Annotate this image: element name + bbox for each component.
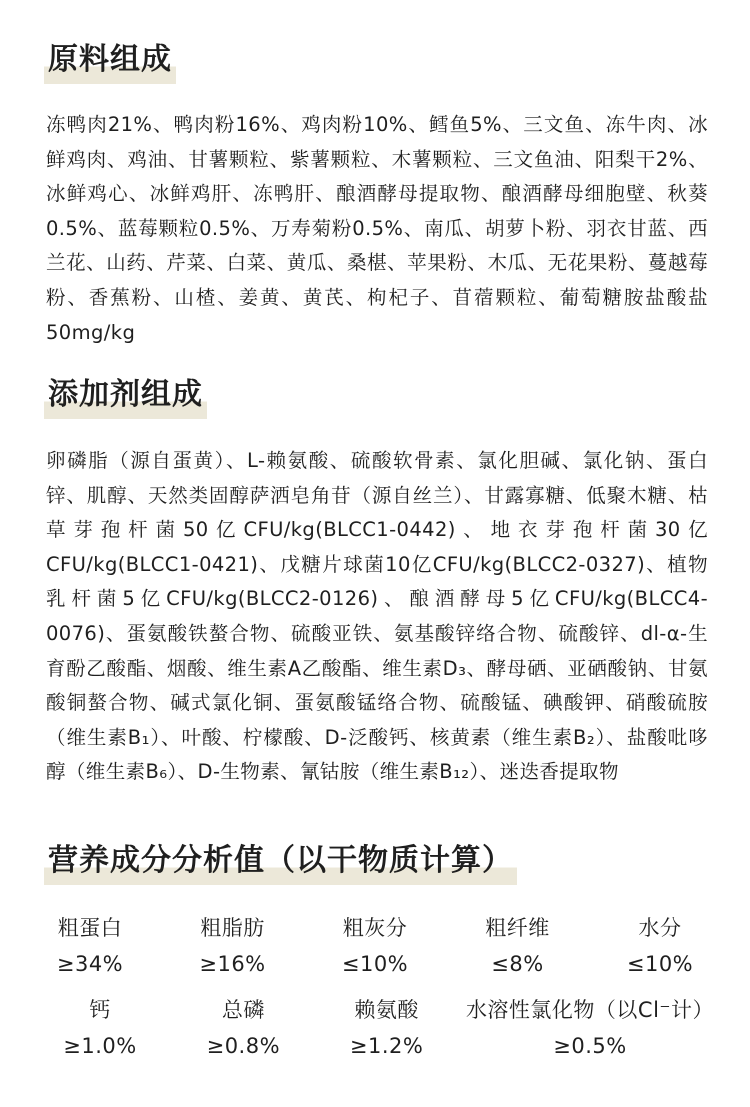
nutrient-name: 粗脂肪 [200, 916, 265, 940]
nutrient-lysine [317, 992, 457, 1064]
nutrient-name: 钙 [89, 998, 111, 1022]
nutrient-value: ≥34% [56, 952, 124, 976]
nutrition-row-2 [30, 992, 720, 1064]
nutrient-value: ≥0.8% [206, 1034, 281, 1058]
nutrient-value: ≥1.2% [349, 1034, 424, 1058]
nutrient-total-phosphorus [173, 992, 313, 1064]
nutrient-calcium [30, 992, 170, 1064]
nutrient-crude-fat [173, 910, 293, 982]
nutrient-crude-fiber [458, 910, 578, 982]
raw-materials-title: 原料组成 [44, 42, 176, 84]
nutrient-name: 水分 [638, 916, 682, 940]
additives-text: 卵磷脂（源自蛋黄）、L-赖氨酸、硫酸软骨素、氯化胆碱、氯化钠、蛋白锌、肌醇、天然类固醇萨洒皂角苷（源自丝兰）、甘露寡糖、低聚木糖、枯草芽孢杆菌50亿CFU/kg(BLCC1-0442)、地衣芽孢杆菌30亿CFU/kg(BLCC1-0421)、戊糖片球菌10亿CFU/kg(BLCC2-0327)、植物乳杆菌5亿CFU/kg(BLCC2-0126)、酿酒酵母5亿CFU/kg(BLCC4-0076)、蛋氨酸铁螯合物、硫酸亚铁、氨基酸锌络合物、硫酸锌、dl-α-生育酚乙酸酯、烟酸、维生素A乙酸酯、维生素D₃、酵母硒、亚硒酸钠、甘氨酸铜螯合物、碱式氯化铜、蛋氨酸锰络合物、硫酸锰、碘酸钾、硝酸硫胺（维生素B₁）、叶酸、柠檬酸、D-泛酸钙、核黄素（维生素B₂）、盐酸吡哆醇（维生素B₆）、D-生物素、氰钴胺（维生素B₁₂）、迷迭香提取物 [46, 449, 708, 784]
nutrition-row-1 [30, 910, 720, 982]
nutrient-name: 总磷 [221, 998, 265, 1022]
nutrient-value: ≥16% [199, 952, 266, 976]
nutrient-value: ≤10% [626, 952, 694, 976]
nutrient-value: ≥0.5% [553, 1034, 627, 1058]
nutrient-value: ≥1.0% [63, 1034, 137, 1058]
nutrient-name: 水溶性氯化物（以Cl⁻计） [465, 998, 715, 1022]
nutrition-title: 营养成分分析值（以干物质计算） [44, 843, 517, 885]
nutrient-name: 粗蛋白 [57, 916, 123, 940]
nutrient-crude-protein [30, 910, 150, 982]
nutrient-name: 赖氨酸 [354, 998, 419, 1022]
nutrient-value: ≤10% [341, 952, 409, 976]
raw-materials-text: 冻鸭肉21%、鸭肉粉16%、鸡肉粉10%、鳕鱼5%、三文鱼、冻牛肉、冰鲜鸡肉、鸡油、甘薯颗粒、紫薯颗粒、木薯颗粒、三文鱼油、阳梨干2%、冰鲜鸡心、冰鲜鸡肝、冻鸭肝、酿酒酵母提取物、酿酒酵母细胞壁、秋葵0.5%、蓝莓颗粒0.5%、万寿菊粉0.5%、南瓜、胡萝卜粉、羽衣甘蓝、西兰花、山药、芹菜、白菜、黄瓜、桑椹、苹果粉、木瓜、无花果粉、蔓越莓粉、香蕉粉、山楂、姜黄、黄芪、枸杞子、苜蓿颗粒、葡萄糖胺盐酸盐50mg/kg [46, 113, 708, 344]
nutrient-value: ≤8% [491, 952, 544, 976]
nutrient-water-soluble-chloride [460, 992, 720, 1064]
nutrient-name: 粗灰分 [342, 916, 408, 940]
nutrient-crude-ash [315, 910, 435, 982]
nutrient-moisture [600, 910, 720, 982]
additives-title: 添加剂组成 [44, 377, 207, 419]
nutrient-name: 粗纤维 [485, 916, 550, 940]
